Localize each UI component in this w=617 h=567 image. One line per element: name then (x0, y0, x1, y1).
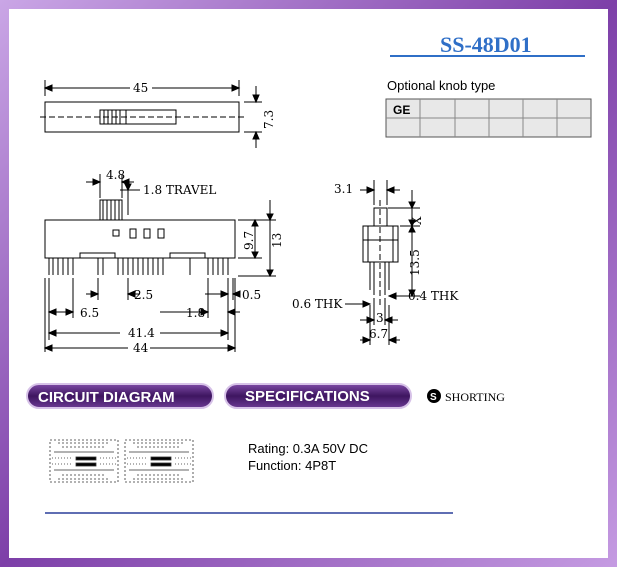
dim-41-4: 41.4 (128, 326, 155, 340)
dim-top-height: 7.3 (262, 109, 276, 129)
thk-right: 0.4 THK (408, 289, 459, 303)
part-title: SS-48D01 (440, 32, 532, 57)
dim-travel: 1.8 TRAVEL (143, 183, 217, 197)
circuit-diagram-pill (27, 384, 213, 408)
dim-0-5: 0.5 (242, 288, 262, 302)
dim-3: 3 (376, 311, 384, 325)
dim-6-5: 6.5 (80, 306, 100, 320)
spec-rating: Rating: 0.3A 50V DC (248, 441, 368, 456)
circuit-diagram-label: CIRCUIT DIAGRAM (38, 389, 175, 406)
dim-13: 13 (270, 232, 284, 248)
specifications-label: SPECIFICATIONS (245, 388, 370, 405)
dim-6-7: 6.7 (369, 327, 389, 341)
specifications-pill (225, 384, 411, 408)
dim-3-1: 3.1 (334, 182, 354, 196)
dim-top-length: 45 (133, 81, 149, 95)
dim-1-8: 1.8 (186, 306, 206, 320)
dim-knob-width: 4.8 (106, 168, 126, 182)
shorting-symbol-letter: S (430, 392, 437, 403)
knob-cell-ge: GE (393, 103, 411, 117)
spec-function: Function: 4P8T (248, 458, 337, 473)
dim-13-5: 13.5 (408, 249, 422, 276)
thk-left: 0.6 THK (292, 297, 343, 311)
dim-9-7: 9.7 (242, 230, 256, 250)
dim-44: 44 (133, 341, 149, 355)
shorting-label: SHORTING (445, 390, 505, 404)
dim-pitch: 2.5 (134, 288, 154, 302)
dim-x: X (410, 216, 424, 225)
knob-table (386, 99, 591, 137)
knob-table-heading: Optional knob type (387, 78, 496, 93)
